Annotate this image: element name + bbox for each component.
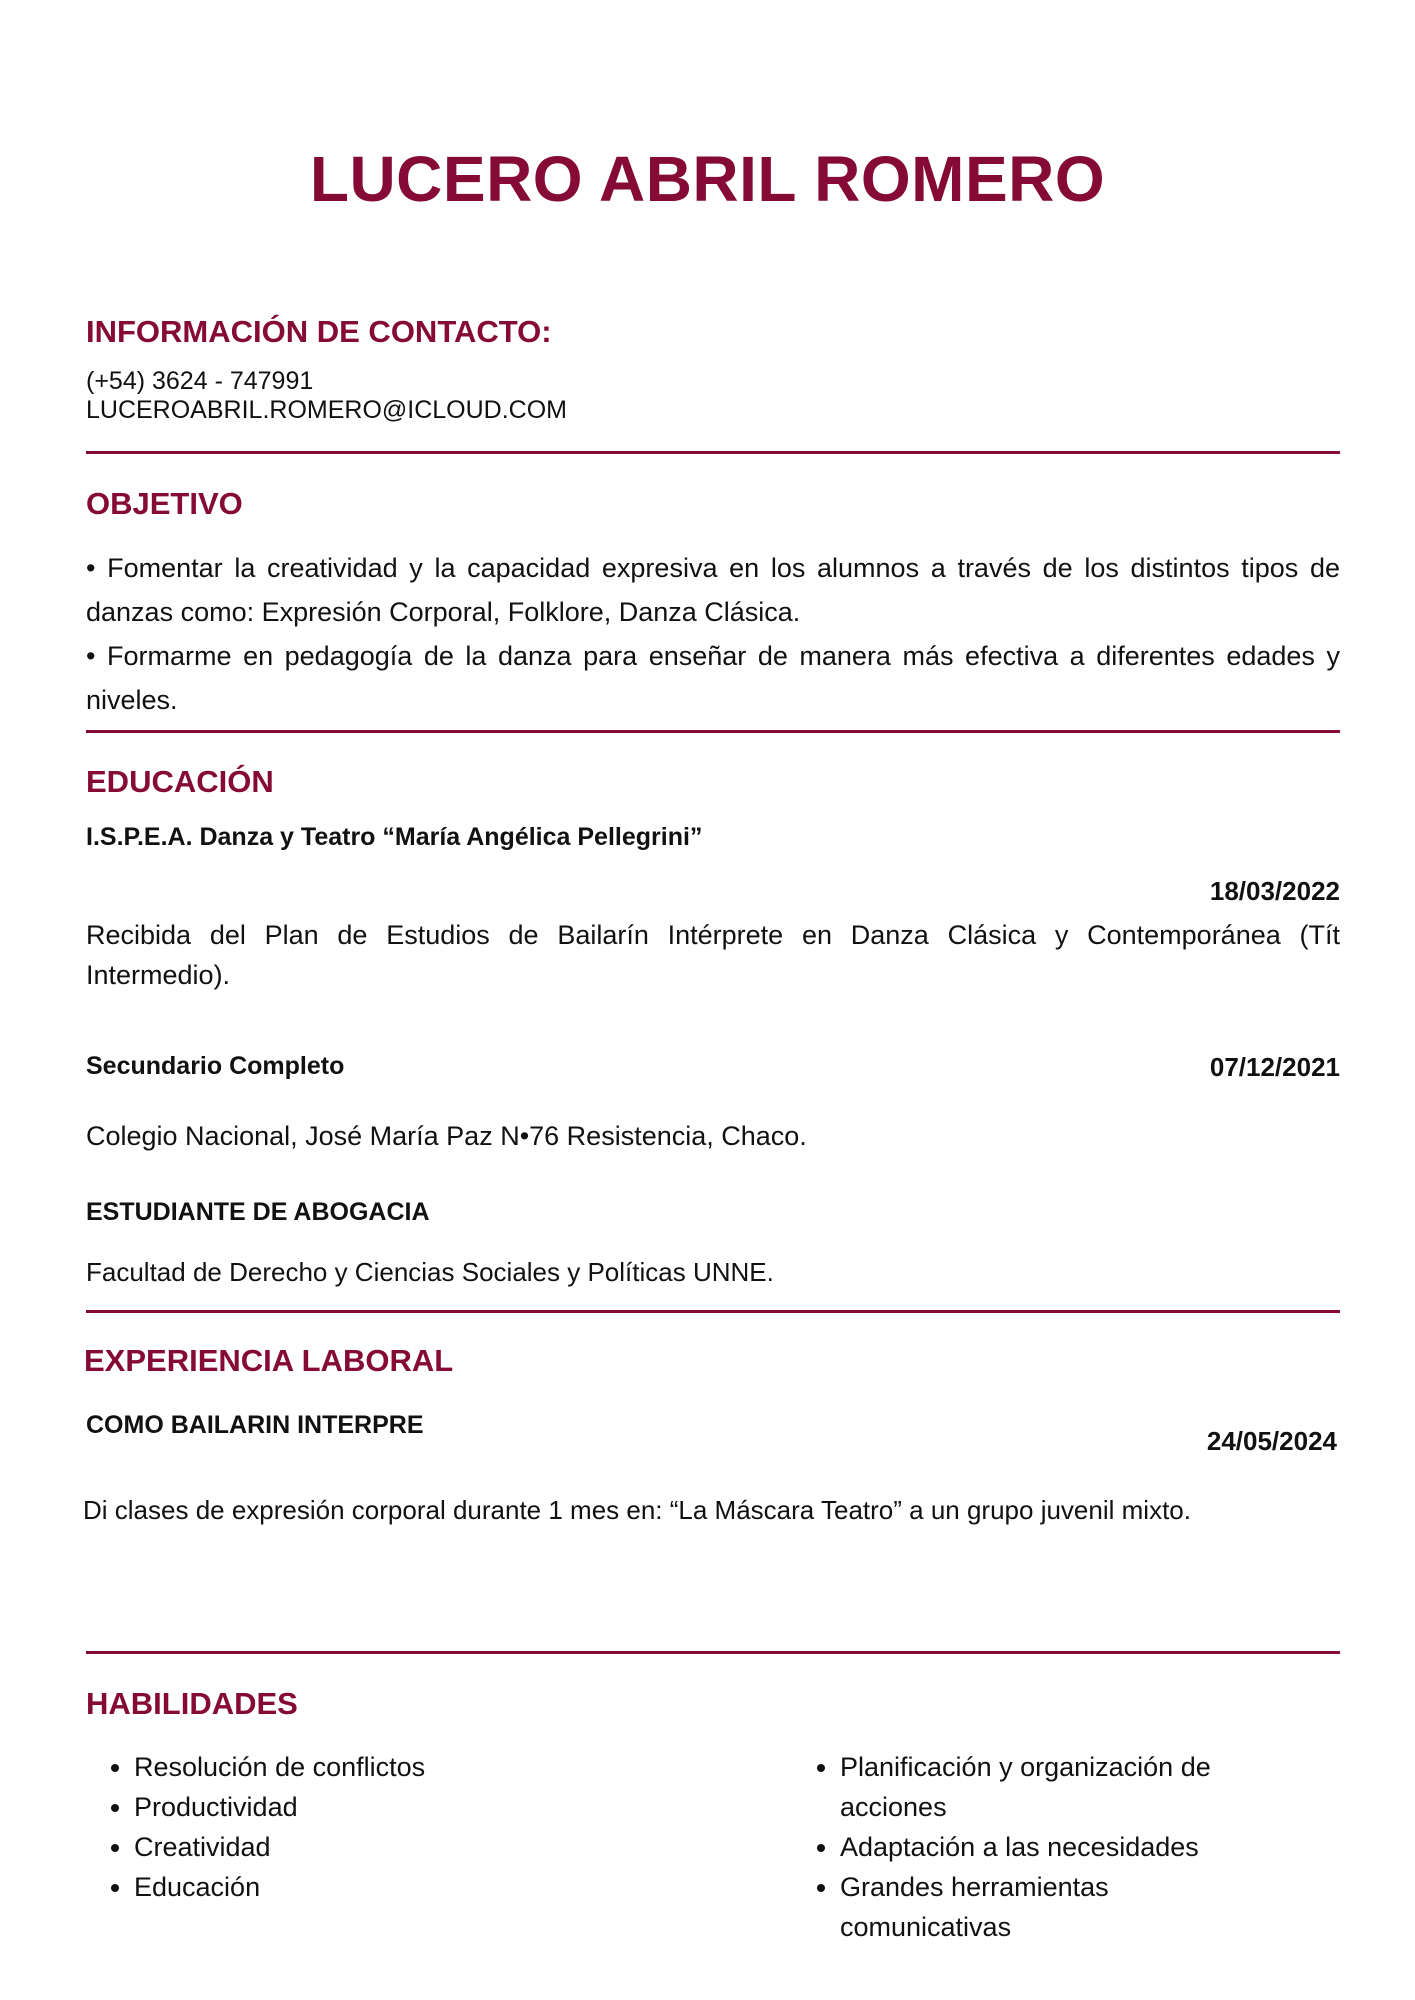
- education-institution: ESTUDIANTE DE ABOGACIA: [86, 1198, 430, 1226]
- contact-phone: (+54) 3624 - 747991: [86, 367, 314, 395]
- education-date: 07/12/2021: [1209, 1052, 1340, 1082]
- experience-description: Di clases de expresión corporal durante 1 mes en: “La Máscara Teatro” a un grupo juvenil mixto.: [83, 1495, 1191, 1525]
- contact-email: LUCEROABRIL.ROMERO@ICLOUD.COM: [86, 396, 567, 424]
- objective-point: • Fomentar la creatividad y la capacidad expresiva en los alumnos a través de los distintos tipos de danzas como: Expresión Corporal, Folklore, Danza Clásica.: [86, 553, 1340, 627]
- section-divider: [86, 451, 1340, 454]
- objective-text: [86, 546, 1340, 722]
- experience-role: COMO BAILARIN INTERPRE: [86, 1411, 424, 1439]
- skill-item: • Resolución de conflictos: [134, 1747, 646, 1787]
- skills-heading: HABILIDADES: [86, 1686, 298, 1721]
- objective-point: • Formarme en pedagogía de la danza para enseñar de manera más efectiva a diferentes edades y niveles.: [86, 641, 1340, 715]
- skill-item: • Creatividad: [134, 1827, 646, 1867]
- experience-heading: EXPERIENCIA LABORAL: [84, 1343, 454, 1378]
- page-title: LUCERO ABRIL ROMERO: [309, 143, 1106, 215]
- education-description: Facultad de Derecho y Ciencias Sociales y Políticas UNNE.: [86, 1257, 774, 1287]
- education-institution: I.S.P.E.A. Danza y Teatro “María Angélica Pellegrini”: [86, 823, 703, 851]
- section-divider: [86, 730, 1340, 733]
- section-divider: [86, 1651, 1340, 1654]
- skill-item: • Productividad: [134, 1787, 646, 1827]
- education-description: Colegio Nacional, José María Paz N•76 Resistencia, Chaco.: [86, 1121, 807, 1151]
- objective-heading: OBJETIVO: [86, 486, 243, 521]
- skill-item: • Planificación y organización de acciones: [840, 1747, 1262, 1827]
- skill-item: • Adaptación a las necesidades: [840, 1827, 1262, 1867]
- education-institution: Secundario Completo: [86, 1052, 345, 1080]
- skill-item: • Grandes herramientas comunicativas: [840, 1867, 1262, 1947]
- skill-item: • Educación: [134, 1867, 646, 1907]
- education-description: Recibida del Plan de Estudios de Bailarín Intérprete en Danza Clásica y Contemporánea (Tít Intermedio).: [86, 920, 1340, 990]
- section-divider: [86, 1310, 1340, 1313]
- skills-list-left: [86, 1747, 646, 1907]
- education-date: 18/03/2022: [1209, 876, 1340, 906]
- experience-date: 24/05/2024: [1206, 1426, 1337, 1456]
- contact-heading: INFORMACIÓN DE CONTACTO:: [86, 314, 552, 349]
- education-heading: EDUCACIÓN: [86, 764, 274, 799]
- skills-list-right: [792, 1747, 1262, 1947]
